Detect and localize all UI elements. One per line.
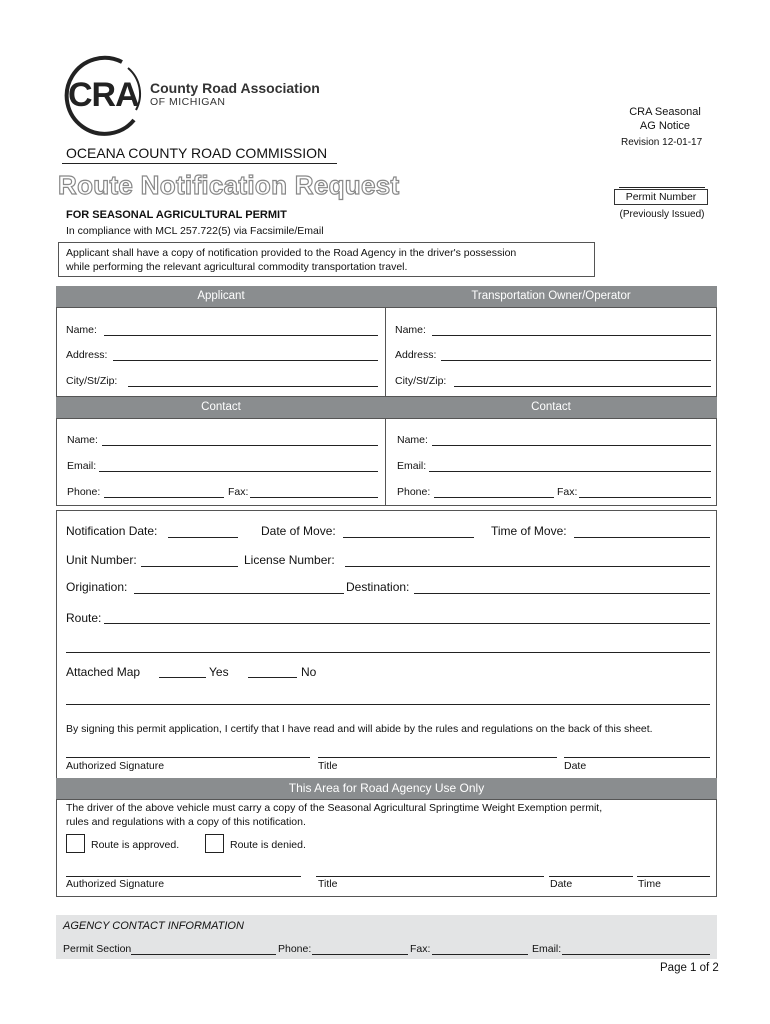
logo-abbr: CRA bbox=[68, 76, 139, 114]
commission-underline bbox=[62, 163, 337, 164]
applicant-name-field[interactable] bbox=[104, 335, 378, 336]
signature-label: Authorized Signature bbox=[66, 760, 165, 772]
title-field[interactable] bbox=[318, 757, 557, 758]
agency-time-field[interactable] bbox=[637, 876, 710, 877]
attached-map-label: Attached Map bbox=[66, 665, 141, 679]
commission-name: OCEANA COUNTY ROAD COMMISSION bbox=[66, 145, 328, 161]
contact-divider bbox=[385, 418, 386, 506]
agency-use-heading: This Area for Road Agency Use Only bbox=[288, 781, 485, 795]
contact-box bbox=[56, 418, 717, 506]
title-label: Title bbox=[318, 760, 338, 772]
origination-label: Origination: bbox=[66, 580, 128, 594]
applicant-city-label: City/St/Zip: bbox=[66, 375, 118, 387]
route-label: Route: bbox=[66, 611, 102, 625]
attached-map-no-label: No bbox=[301, 665, 317, 679]
contact-left-email-field[interactable] bbox=[99, 471, 378, 472]
signature-field[interactable] bbox=[66, 757, 310, 758]
agency-date-label: Date bbox=[550, 878, 573, 890]
route-field-1[interactable] bbox=[104, 623, 710, 624]
owner-address-label: Address: bbox=[395, 349, 437, 361]
applicant-name-label: Name: bbox=[66, 324, 97, 336]
agency-signature-field[interactable] bbox=[66, 876, 301, 877]
attached-map-yes-field[interactable] bbox=[159, 677, 206, 678]
contact-right-phone-field[interactable] bbox=[434, 497, 554, 498]
org-name-line1: County Road Association bbox=[150, 80, 320, 96]
destination-field[interactable] bbox=[414, 593, 710, 594]
agency-use-line1: The driver of the above vehicle must carry a copy of the Seasonal Agricultural Springtime Weight Exemption permit, bbox=[66, 802, 603, 814]
subtitle: FOR SEASONAL AGRICULTURAL PERMIT bbox=[66, 209, 287, 221]
agency-time-label: Time bbox=[638, 878, 661, 890]
move-details-box bbox=[56, 510, 717, 780]
certify-text: By signing this permit application, I certify that I have read and will abide by the rules and regulations on the back of this sheet. bbox=[66, 723, 653, 735]
route-denied-checkbox[interactable] bbox=[205, 834, 224, 853]
contact-right-name-label: Name: bbox=[397, 434, 428, 446]
permit-number-field[interactable] bbox=[619, 187, 705, 188]
license-number-label: License Number: bbox=[244, 553, 335, 567]
agency-use-line2: rules and regulations with a copy of this notification. bbox=[66, 816, 306, 828]
notice-line1: CRA Seasonal bbox=[629, 106, 701, 118]
agency-fax-field[interactable] bbox=[432, 954, 528, 955]
contact-right-fax-field[interactable] bbox=[579, 497, 711, 498]
contact-right-heading: Contact bbox=[531, 401, 571, 413]
date-of-move-label: Date of Move: bbox=[261, 524, 336, 538]
contact-right-email-label: Email: bbox=[397, 460, 427, 472]
owner-address-field[interactable] bbox=[441, 360, 711, 361]
notice-line-2: while performing the relevant agricultural commodity transportation travel. bbox=[66, 261, 408, 273]
route-denied-label: Route is denied. bbox=[230, 839, 306, 851]
notification-date-field[interactable] bbox=[168, 537, 238, 538]
contact-left-phone-label: Phone: bbox=[67, 486, 101, 498]
notice-line2: AG Notice bbox=[639, 120, 691, 132]
revision: Revision 12-01-17 bbox=[621, 137, 703, 148]
agency-email-field[interactable] bbox=[562, 954, 710, 955]
contact-right-name-field[interactable] bbox=[432, 445, 711, 446]
permit-section-field[interactable] bbox=[131, 954, 276, 955]
notice-line-1: Applicant shall have a copy of notification provided to the Road Agency in the driver's possession bbox=[66, 247, 517, 259]
applicant-divider bbox=[385, 307, 386, 397]
attached-map-no-field[interactable] bbox=[248, 677, 297, 678]
applicant-box bbox=[56, 307, 717, 397]
owner-name-label: Name: bbox=[395, 324, 426, 336]
agency-signature-label: Authorized Signature bbox=[66, 878, 165, 890]
owner-name-field[interactable] bbox=[432, 335, 711, 336]
notification-date-label: Notification Date: bbox=[66, 524, 158, 538]
agency-email-label: Email: bbox=[532, 943, 562, 955]
unit-number-label: Unit Number: bbox=[66, 553, 137, 567]
time-of-move-field[interactable] bbox=[574, 537, 710, 538]
page-title: Route Notification Request bbox=[58, 170, 400, 200]
applicant-heading: Applicant bbox=[197, 290, 245, 302]
agency-contact-heading: AGENCY CONTACT INFORMATION bbox=[63, 920, 244, 932]
origination-field[interactable] bbox=[134, 593, 344, 594]
agency-phone-label: Phone: bbox=[278, 943, 312, 955]
route-approved-label: Route is approved. bbox=[91, 839, 180, 851]
agency-date-field[interactable] bbox=[549, 876, 633, 877]
contact-right-phone-label: Phone: bbox=[397, 486, 431, 498]
contact-left-email-label: Email: bbox=[67, 460, 97, 472]
contact-left-name-field[interactable] bbox=[102, 445, 378, 446]
permit-number-label: Permit Number bbox=[625, 191, 697, 203]
compliance-text: In compliance with MCL 257.722(5) via Facsimile/Email bbox=[66, 225, 324, 237]
contact-left-name-label: Name: bbox=[67, 434, 98, 446]
date-label: Date bbox=[564, 760, 587, 772]
date-of-move-field[interactable] bbox=[343, 537, 474, 538]
unit-number-field[interactable] bbox=[141, 566, 238, 567]
route-field-2[interactable] bbox=[66, 652, 710, 653]
license-number-field[interactable] bbox=[345, 566, 710, 567]
contact-left-phone-field[interactable] bbox=[104, 497, 224, 498]
owner-city-field[interactable] bbox=[454, 386, 711, 387]
page-number: Page 1 of 2 bbox=[660, 962, 719, 974]
date-field[interactable] bbox=[564, 757, 710, 758]
applicant-address-field[interactable] bbox=[113, 360, 378, 361]
contact-right-email-field[interactable] bbox=[429, 471, 711, 472]
contact-left-heading: Contact bbox=[201, 401, 241, 413]
org-name-line2: OF MICHIGAN bbox=[150, 96, 226, 108]
permit-section-label: Permit Section bbox=[63, 943, 132, 955]
time-of-move-label: Time of Move: bbox=[491, 524, 567, 538]
applicant-address-label: Address: bbox=[66, 349, 108, 361]
contact-left-fax-label: Fax: bbox=[228, 486, 249, 498]
agency-phone-field[interactable] bbox=[312, 954, 408, 955]
agency-title-label: Title bbox=[318, 878, 338, 890]
owner-city-label: City/St/Zip: bbox=[395, 375, 447, 387]
destination-label: Destination: bbox=[346, 580, 410, 594]
permit-previously-label: (Previously Issued) bbox=[619, 209, 705, 220]
route-approved-checkbox[interactable] bbox=[66, 834, 85, 853]
contact-left-fax-field[interactable] bbox=[250, 497, 378, 498]
agency-title-field[interactable] bbox=[316, 876, 544, 877]
attached-map-extra-field[interactable] bbox=[66, 704, 710, 705]
owner-heading: Transportation Owner/Operator bbox=[471, 290, 631, 302]
agency-fax-label: Fax: bbox=[410, 943, 431, 955]
attached-map-yes-label: Yes bbox=[209, 665, 229, 679]
contact-right-fax-label: Fax: bbox=[557, 486, 578, 498]
applicant-city-field[interactable] bbox=[128, 386, 378, 387]
